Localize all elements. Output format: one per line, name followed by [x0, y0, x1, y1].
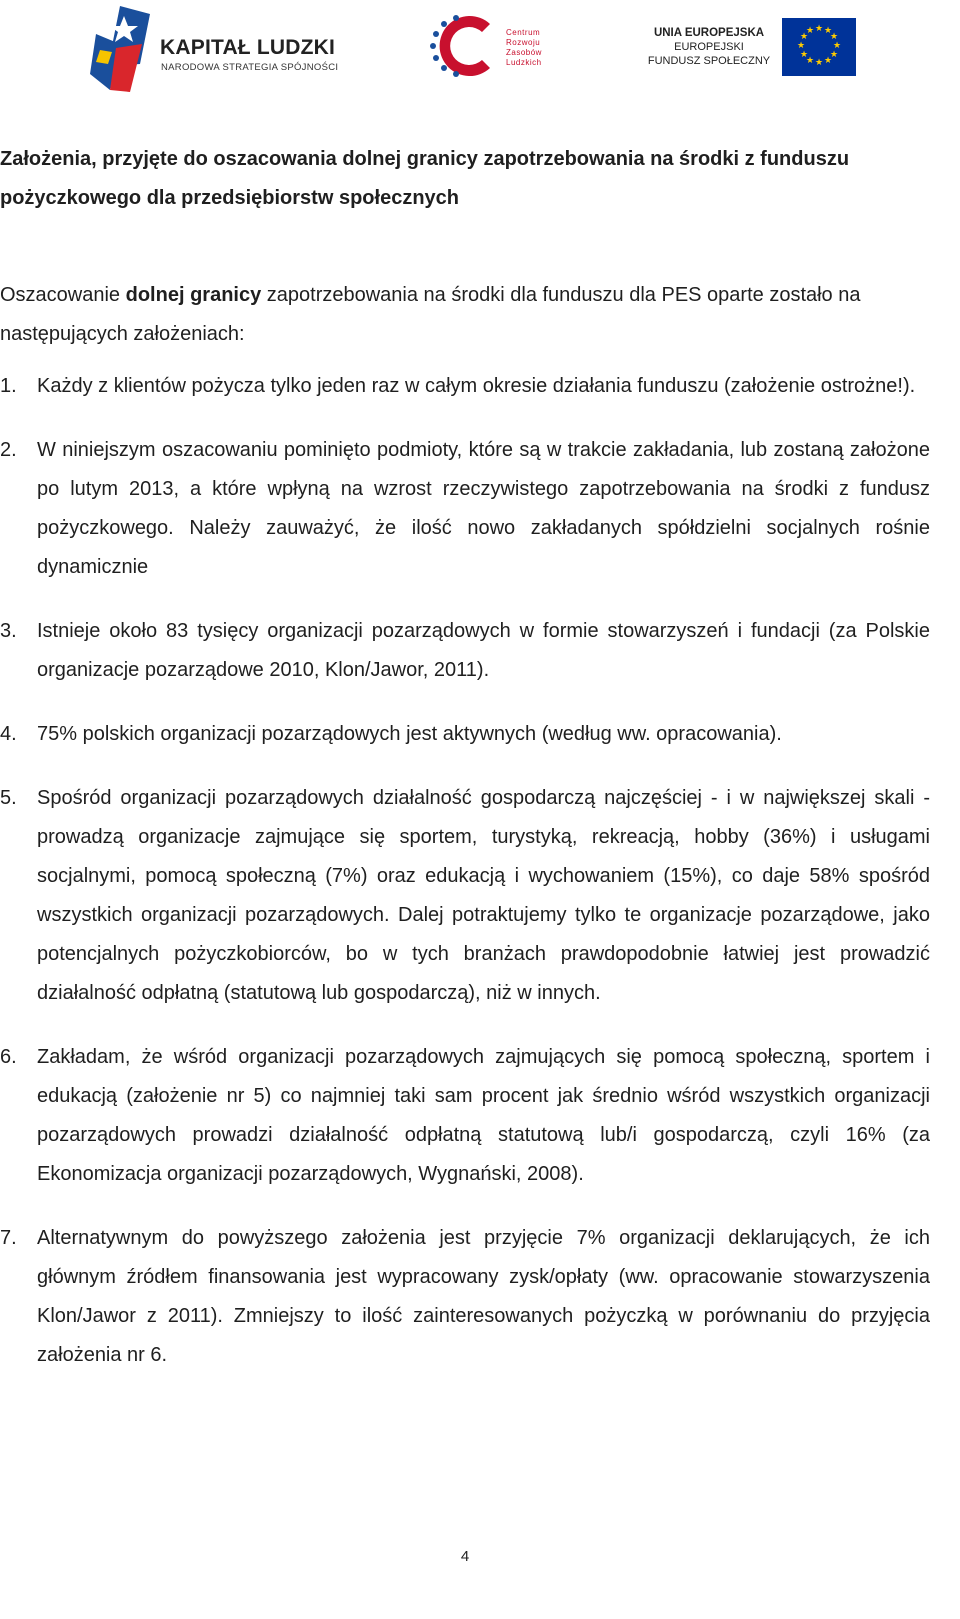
list-item-number: 7.: [0, 1227, 17, 1249]
list-item-text: Spośród organizacji pozarządowych działalność gospodarczą najczęściej - i w największej skali - prowadzą organizacje zajmujące się sportem, turystyką, rekreacją, hobby (36%) i usługami socjalnymi, pomocą społeczną (7%) oraz edukacją i wychowaniem (15%), co daje 58% spośród wszystkich organizacji pozarządowych. Dalej potraktujemy tylko te organizacje pozarządowe, jako potencjalnych pożyczkobiorców, bo w tych branżach prawdopodobnie łatwiej jest prowadzić działalność odpłatną (statutową lub gospodarczą), niż w innych.: [37, 787, 930, 1004]
intro-text-start: Oszacowanie: [0, 284, 126, 306]
list-item-text: 75% polskich organizacji pozarządowych jest aktywnych (według ww. opracowania).: [37, 723, 782, 745]
svg-text:★: ★: [823, 26, 833, 36]
crzl-name: Centrum Rozwoju Zasobów Ludzkich: [506, 28, 542, 67]
document-title: Założenia, przyjęte do oszacowania dolnej granicy zapotrzebowania na środki z funduszu pożyczkowego dla przedsiębiorstw społecznych: [0, 148, 850, 209]
list-item-number: 2.: [0, 439, 17, 461]
eu-line-2: EUROPEJSKI: [674, 41, 744, 53]
svg-text:★: ★: [829, 32, 839, 42]
header-logos: [0, 0, 960, 100]
list-item-text: Każdy z klientów pożycza tylko jeden raz w całym okresie działania funduszu (założenie ostrożne!).: [37, 375, 916, 397]
crzl-logo: [424, 4, 564, 94]
kapital-ludzki-logo: [90, 4, 360, 94]
svg-text:★: ★: [799, 50, 809, 60]
list-item-number: 6.: [0, 1046, 17, 1068]
intro-text-end: zapotrzebowania na środki dla funduszu dla PES oparte zostało na następujących założeniach:: [0, 284, 861, 345]
kapital-ludzki-subtitle: NARODOWA STRATEGIA SPÓJNOŚCI: [161, 62, 339, 73]
svg-text:★: ★: [823, 56, 833, 66]
list-item-number: 4.: [0, 723, 17, 745]
list-item: [0, 431, 930, 587]
page-number: 4: [460, 1548, 470, 1565]
list-item-text: Alternatywnym do powyższego założenia jest przyjęcie 7% organizacji deklarujących, że ich głównym źródłem finansowania jest wypracowany zysk/opłaty (ww. opracowanie stowarzyszenia Klon/Jawor z 2011). Zmniejszy to ilość zainteresowanych pożyczką w porównaniu do przyjęcia założenia nr 6.: [37, 1227, 930, 1366]
list-item-number: 1.: [0, 375, 17, 397]
list-item-text: W niniejszym oszacowaniu pominięto podmioty, które są w trakcie zakładania, lub zostaną założone po lutym 2013, a które wpłyną na wzrost rzeczywistego zapotrzebowania na środki z fundusz pożyczkowego. Należy zauważyć, że ilość nowo zakładanych spółdzielni socjalnych rośnie dynamicznie: [37, 439, 930, 578]
svg-text:★: ★: [796, 41, 806, 51]
svg-text:★: ★: [814, 58, 824, 68]
document-body: [0, 140, 930, 1400]
svg-text:★: ★: [805, 56, 815, 66]
eu-line-1: UNIA EUROPEJSKA: [653, 27, 765, 39]
svg-text:★: ★: [814, 24, 824, 34]
list-item-text: Istnieje około 83 tysięcy organizacji pozarządowych w formie stowarzyszeń i fundacji (za Polskie organizacje pozarządowe 2010, Klon/Jawor, 2011).: [37, 620, 930, 681]
intro-paragraph: [0, 276, 930, 354]
list-item: [0, 1219, 930, 1375]
eu-flag-icon: [782, 18, 856, 76]
assumptions-list: [0, 367, 930, 1375]
svg-text:★: ★: [799, 32, 809, 42]
list-item-number: 3.: [0, 620, 17, 642]
eu-logo: [636, 4, 868, 94]
intro-bold-phrase: dolnej granicy: [125, 284, 262, 306]
crzl-emblem-icon: [424, 4, 508, 88]
svg-text:★: ★: [805, 26, 815, 36]
list-item: [0, 715, 930, 754]
list-item-text: Zakładam, że wśród organizacji pozarządowych zajmujących się pomocą społeczną, sportem i edukacją (założenie nr 5) co najmniej taki sam procent jak średnio wśród wszystkich organizacji pozarządowych prowadzi działalność odpłatną statutową lub/i gospodarczą, czyli 16% (za Ekonomizacja organizacji pozarządowych, Wygnański, 2008).: [37, 1046, 930, 1185]
svg-text:★: ★: [829, 50, 839, 60]
list-item: [0, 1038, 930, 1194]
list-item: [0, 367, 930, 406]
kapital-ludzki-name: KAPITAŁ LUDZKI: [160, 36, 336, 59]
list-item: [0, 779, 930, 1013]
eu-line-3: FUNDUSZ SPOŁECZNY: [647, 55, 771, 67]
kapital-ludzki-emblem-icon: [90, 4, 156, 94]
svg-text:★: ★: [832, 41, 842, 51]
list-item: [0, 612, 930, 690]
list-item-number: 5.: [0, 787, 17, 809]
